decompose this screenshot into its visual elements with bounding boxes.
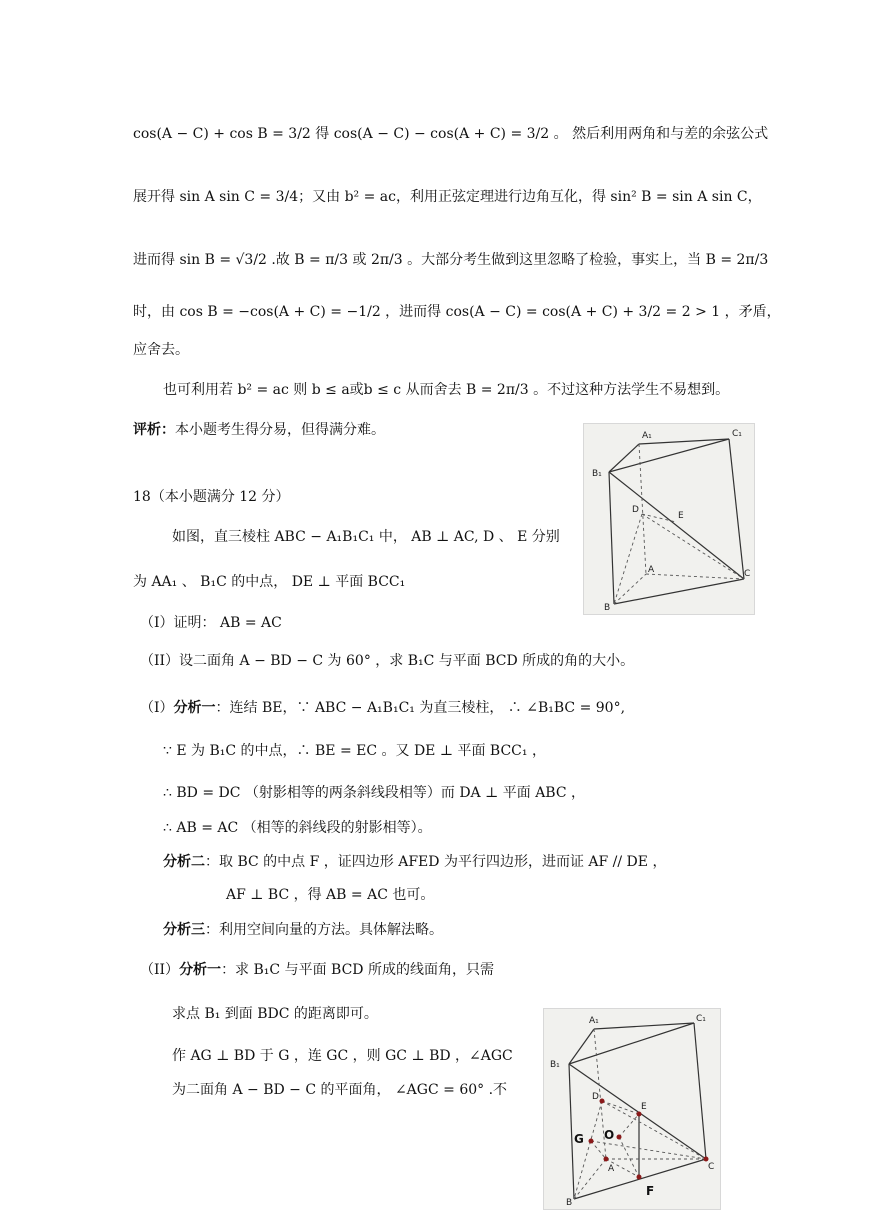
line-text: ：求 B₁C 与平面 BCD 所成的线面角，只需: [221, 962, 494, 978]
edge-dc: [642, 514, 744, 579]
text-line-7: [133, 420, 385, 440]
label-e: E: [678, 511, 684, 521]
label-o: O: [604, 1128, 615, 1142]
text-line-12: [140, 651, 634, 671]
edge-c1c: [729, 439, 744, 579]
edge-b1c: [609, 472, 744, 579]
line-text: AF ⊥ BC ，得 AB = AC 也可。: [226, 887, 435, 903]
edge-ac: [646, 574, 744, 579]
text-line-6: [163, 380, 729, 400]
label-b: B: [566, 1198, 573, 1208]
edge-dc: [602, 1101, 706, 1159]
line-prefix: （I）: [140, 700, 174, 716]
text-line-5: [133, 340, 189, 360]
line-text: 为二面角 A − BD − C 的平面角， ∠AGC = 60° .不: [172, 1082, 508, 1098]
text-line-4: [133, 302, 781, 322]
line-text: 作 AG ⊥ BD 于 G ，连 GC ，则 GC ⊥ BD ，∠AGC: [172, 1048, 513, 1064]
edge-de: [602, 1101, 639, 1114]
label-a1: A₁: [642, 431, 652, 441]
label-g: G: [574, 1132, 584, 1146]
line-bold-label: 分析一: [179, 962, 222, 978]
text-line-23: [172, 1080, 507, 1100]
text-line-13: [140, 698, 625, 718]
label-c1: C₁: [696, 1014, 706, 1024]
edge-of: [619, 1137, 639, 1177]
line-text: 18（本小题满分 12 分）: [133, 489, 290, 505]
point-o: [617, 1135, 622, 1140]
label-b: B: [604, 603, 611, 613]
point-d: [600, 1099, 605, 1104]
point-g: [589, 1139, 594, 1144]
edge-a1a: [639, 444, 646, 574]
text-line-20: [140, 960, 494, 980]
edge-b1c: [569, 1064, 706, 1159]
prism-figure-1: [583, 423, 755, 615]
line-text: ：连结 BE，∵ ABC − A₁B₁C₁ 为直三棱柱， ∴ ∠B₁BC = 90°,: [215, 700, 626, 716]
prism-figure-2: [543, 1008, 721, 1210]
line-text: ：取 BC 的中点 F ，证四边形 AFED 为平行四边形，进而证 AF // DE ，: [205, 854, 667, 870]
label-a: A: [608, 1164, 615, 1174]
prism-diagram-2: [544, 1009, 720, 1209]
edge-b1c1: [569, 1023, 694, 1064]
point-a: [604, 1157, 609, 1162]
line-bold-label: 分析二: [163, 854, 205, 870]
text-line-10: [133, 572, 405, 592]
line-text: ∵ E 为 B₁C 的中点，∴ BE = EC 。又 DE ⊥ 平面 BCC₁ ，: [163, 743, 546, 759]
point-f: [637, 1175, 642, 1180]
label-d: D: [592, 1092, 599, 1102]
text-line-16: [163, 818, 432, 838]
text-line-11: [140, 613, 282, 633]
line-text: 如图，直三棱柱 ABC − A₁B₁C₁ 中， AB ⊥ AC, D 、 E 分别: [172, 529, 560, 545]
line-text: 为 AA₁ 、 B₁C 的中点， DE ⊥ 平面 BCC₁: [133, 574, 406, 590]
label-c1: C₁: [732, 429, 742, 439]
text-line-14: [163, 741, 546, 761]
edge-gc: [591, 1141, 706, 1159]
label-d: D: [632, 505, 639, 515]
label-b1: B₁: [550, 1060, 560, 1070]
edge-db: [574, 1101, 602, 1199]
text-line-9: [172, 527, 560, 547]
edge-c1c: [694, 1023, 706, 1159]
label-f: F: [646, 1184, 655, 1198]
edge-b1a1: [569, 1029, 594, 1064]
text-line-18: [226, 885, 434, 905]
text-line-1: [133, 124, 768, 144]
text-line-2: [133, 187, 762, 207]
line-text: ：利用空间向量的方法。具体解法略。: [205, 922, 443, 938]
edge-oe: [619, 1114, 639, 1137]
text-line-21: [172, 1004, 378, 1024]
text-line-3: [133, 250, 768, 270]
label-a1: A₁: [589, 1016, 599, 1026]
line-prefix: （II）: [140, 962, 180, 978]
line-text: 也可利用若 b² = ac 则 b ≤ a或b ≤ c 从而舍去 B = 2π/3 。不过这种方法学生不易想到。: [163, 382, 730, 398]
text-line-19: [163, 920, 443, 940]
line-bold-label: 分析一: [173, 700, 216, 716]
label-c: C: [708, 1162, 715, 1172]
text-line-8: [133, 487, 290, 507]
edge-ba: [574, 1159, 606, 1199]
point-c: [704, 1157, 709, 1162]
edge-ga: [591, 1141, 606, 1159]
edge-bc: [614, 579, 744, 604]
text-line-17: [163, 852, 666, 872]
label-a: A: [648, 565, 655, 575]
text-line-15: [163, 783, 585, 803]
line-text: 求点 B₁ 到面 BDC 的距离即可。: [172, 1006, 378, 1022]
line-bold-label: 分析三: [163, 922, 205, 938]
line-text: cos(A − C) + cos B = 3/2 得 cos(A − C) − cos(A + C) = 3/2 。 然后利用两角和与差的余弦公式: [133, 126, 769, 142]
line-bold-label: 评析：: [133, 422, 175, 438]
label-e: E: [641, 1102, 647, 1112]
line-text: ∴ AB = AC （相等的斜线段的射影相等）。: [163, 820, 432, 836]
line-text: 本小题考生得分易，但得满分难。: [175, 422, 385, 438]
point-e: [637, 1112, 642, 1117]
line-text: （I）证明： AB = AC: [140, 615, 282, 631]
line-text: （II）设二面角 A − BD − C 为 60° ，求 B₁C 与平面 BCD 所成的角的大小。: [140, 653, 635, 669]
label-c: C: [744, 569, 751, 579]
line-text: 展开得 sin A sin C = 3/4；又由 b² = ac，利用正弦定理进行边角互化，得 sin² B = sin A sin C，: [133, 189, 762, 205]
line-text: 进而得 sin B = √3/2 .故 B = π/3 或 2π/3 。大部分考生做到这里忽略了检验，事实上，当 B = 2π/3: [133, 252, 769, 268]
prism-diagram-1: [584, 424, 754, 614]
label-b1: B₁: [592, 469, 602, 479]
edge-b1b: [609, 472, 614, 604]
line-text: 应舍去。: [133, 342, 189, 358]
line-text: 时，由 cos B = −cos(A + C) = −1/2 ，进而得 cos(A − C) = cos(A + C) + 3/2 = 2 > 1 ，矛盾，: [133, 304, 781, 320]
text-line-22: [172, 1046, 513, 1066]
line-text: ∴ BD = DC （射影相等的两条斜线段相等）而 DA ⊥ 平面 ABC ，: [163, 785, 586, 801]
